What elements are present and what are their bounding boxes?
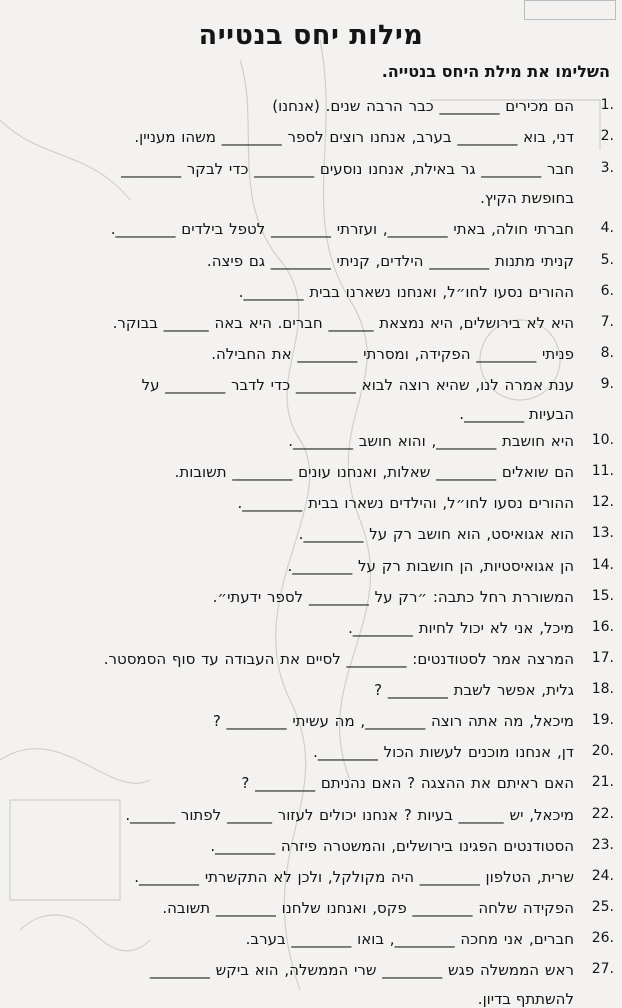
- exercise-number: 20.: [591, 743, 614, 759]
- exercise-text: דן, אנחנו מוכנים לעשות הכול ________.: [313, 743, 574, 761]
- exercise-text-continued: הבעיות ________.: [459, 405, 574, 423]
- exercise-text-continued: בחופשת הקיץ.: [480, 189, 574, 207]
- exercise-text: פניתי ________ הפקידה, ומסרתי ________ את החבילה.: [211, 345, 574, 363]
- exercise-number: 3.: [600, 160, 614, 176]
- exercise-text: חברים, אני מחכה ________, בואו ________ בערב.: [245, 930, 574, 948]
- exercise-number: 2.: [600, 128, 614, 144]
- exercise-number: 12.: [591, 494, 614, 510]
- exercise-text: חברתי חולה, באתי ________, ועזרתי ________ לטפל בילדים ________.: [110, 220, 574, 238]
- exercise-number: 24.: [591, 868, 614, 884]
- exercise-number: 18.: [591, 681, 614, 697]
- exercise-number: 27.: [591, 961, 614, 977]
- exercise-text: גלית, אפשר לשבת ________ ?: [374, 681, 574, 699]
- exercise-text: ההורים נסעו לחו״ל, ואנחנו נשארנו בבית ________.: [238, 283, 574, 301]
- exercise-text: קניתי מתנות ________ הילדים, קניתי ________ גם פיצה.: [206, 252, 574, 270]
- bleed-header-right: [524, 0, 616, 20]
- exercise-text: הם מכירים ________ כבר הרבה שנים. (אנחנו): [272, 97, 574, 115]
- exercise-text: דני, בוא ________ בערב, אנחנו רוצים לספר ________ משהו מעניין.: [134, 128, 574, 146]
- exercise-number: 25.: [591, 899, 614, 915]
- exercise-text: המרצה אמר לסטודנטים: ________ לסיים את העבודה עד סוף הסמסטר.: [103, 650, 574, 668]
- exercise-text: הסטודנטים הפגינו בירושלים, והמשטרה פיזרה ________.: [210, 837, 574, 855]
- instructions: השלימו את מילת היחס בנטייה.: [381, 62, 610, 81]
- exercise-text: מיכאל, מה אתה רוצה ________, מה עשיתי ________ ?: [212, 712, 574, 730]
- exercise-text: הוא אגואיסט, הוא חושב רק על ________.: [298, 525, 574, 543]
- exercise-number: 5.: [600, 252, 614, 268]
- exercise-number: 1.: [600, 97, 614, 113]
- exercise-number: 21.: [591, 774, 614, 790]
- exercise-text: ההורים נסעו לחו״ל, והילדים נשארו בבית ________.: [237, 494, 574, 512]
- exercise-text: הם שואלים ________ שאלות, ואנחנו עונים ________ תשובות.: [174, 463, 574, 481]
- exercise-number: 9.: [600, 376, 614, 392]
- exercise-text: מיכל, אני לא יכול לחיות ________.: [348, 619, 574, 637]
- exercise-number: 14.: [591, 557, 614, 573]
- exercise-number: 6.: [600, 283, 614, 299]
- exercise-number: 10.: [591, 432, 614, 448]
- exercise-number: 13.: [591, 525, 614, 541]
- exercise-number: 26.: [591, 930, 614, 946]
- exercise-text: הפקידה שלחה ________ פקס, ואנחנו שלחנו ________ תשובה.: [162, 899, 574, 917]
- exercise-number: 22.: [591, 806, 614, 822]
- exercise-number: 16.: [591, 619, 614, 635]
- exercise-text: ענת אמרה לנו, שהיא רוצה לבוא ________ כדי לדבר ________ על: [141, 376, 574, 394]
- exercise-number: 4.: [600, 220, 614, 236]
- exercise-text: מיכאל, יש ______ בעיות ? אנחנו יכולים לעזור ______ לפתור ______.: [125, 806, 574, 824]
- exercise-text: המשוררת רחל כתבה: ״רק על ________ לספר ידעתי״.: [212, 588, 574, 606]
- exercise-text: ראש הממשלה פגש ________ שרי הממשלה, הוא ביקש ________: [149, 961, 574, 979]
- exercise-text: היא חושבת ________, והוא חושב ________.: [288, 432, 574, 450]
- exercise-text: היא לא בירושלים, היא נמצאת ______ חברים. היא באה ______ בבוקר.: [112, 314, 574, 332]
- exercise-number: 23.: [591, 837, 614, 853]
- exercise-number: 11.: [591, 463, 614, 479]
- exercise-text: חבר ________ גר באילת, אנחנו נוסעים ________ כדי לבקר ________: [121, 160, 574, 178]
- exercise-text: האם ראיתם את ההצגה ? האם נהניתם ________ ?: [241, 774, 574, 792]
- bleed-header-left: [0, 0, 118, 20]
- exercise-text: שרית, הטלפון ________ היה מקולקל, ולכן לא התקשרתי ________.: [134, 868, 574, 886]
- exercise-text-continued: להשתתף בדיון.: [477, 990, 574, 1008]
- exercise-number: 7.: [600, 314, 614, 330]
- exercise-number: 15.: [591, 588, 614, 604]
- exercise-number: 8.: [600, 345, 614, 361]
- exercise-text: הן אגואיסטיות, הן חושבות רק על ________.: [287, 557, 574, 575]
- exercise-number: 19.: [591, 712, 614, 728]
- exercise-number: 17.: [591, 650, 614, 666]
- page-title: מילות יחס בנטייה: [198, 20, 424, 52]
